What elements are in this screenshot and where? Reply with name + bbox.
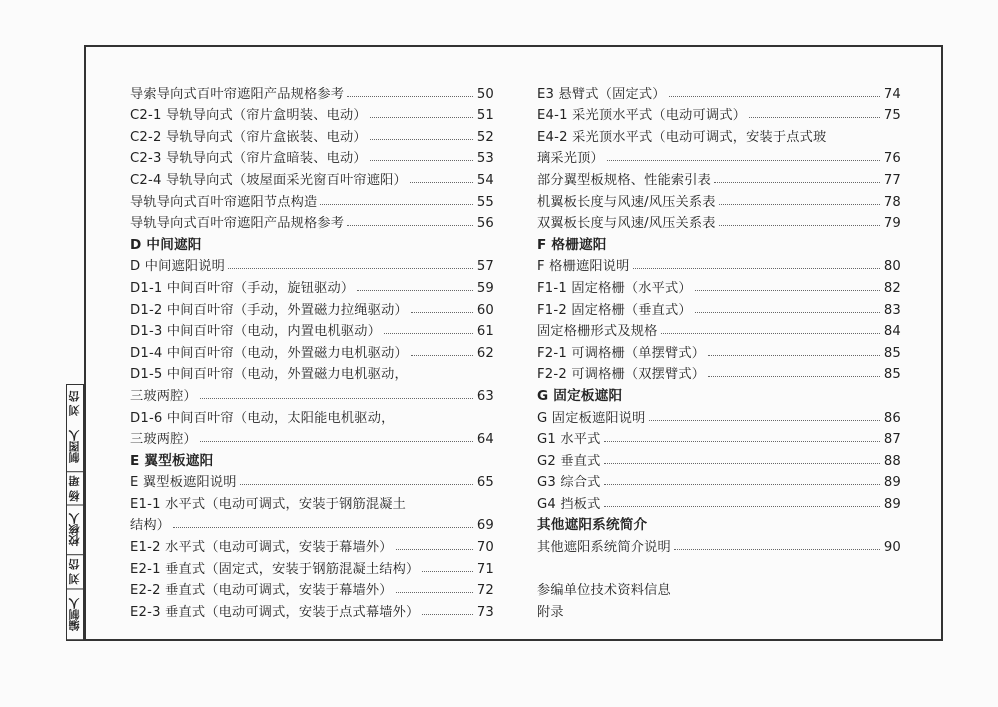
toc-entry[interactable] [537,490,901,512]
leader-dots [410,182,473,183]
toc-entry[interactable] [130,533,494,555]
toc-page-number: 76 [883,151,901,167]
leader-dots [347,225,473,226]
leader-dots [384,333,473,334]
signature-name: 杨 珺 [67,473,83,506]
leader-dots [719,225,880,226]
toc-entry-title: 导轨导向式百叶帘遮阳节点构造 [130,194,318,210]
leader-dots [200,441,473,442]
leader-dots [604,484,880,485]
toc-entry-title: 结构） [130,518,171,534]
leader-dots [661,333,881,334]
leader-dots [649,420,880,421]
toc-entry [537,123,901,145]
toc-page-number: 73 [476,604,494,620]
toc-entry-title: F2-2 可调格栅（双摆臂式） [537,367,706,383]
toc-page-number: 79 [883,216,901,232]
leader-dots [396,549,473,550]
toc-spacer [537,555,901,577]
toc-page-number: 56 [476,216,494,232]
toc-entry[interactable] [130,210,494,232]
toc-entry[interactable] [130,426,494,448]
toc-entry-title: 璃采光顶） [537,151,604,167]
toc-entry-title: 其他遮阳系统简介 [537,517,648,534]
toc-entry[interactable] [537,145,901,167]
leader-dots [719,204,880,205]
toc-entry-title: D 中间遮阳 [130,236,202,253]
toc-entry-title: 机翼板长度与风速/风压关系表 [537,194,716,210]
toc-page-number: 59 [476,280,494,296]
toc-page-number: 69 [476,518,494,534]
toc-entry[interactable] [537,361,901,383]
toc-entry-title: F 格栅遮阳说明 [537,259,630,275]
leader-dots [357,290,473,291]
leader-dots [714,182,880,183]
toc-entry[interactable] [130,166,494,188]
toc-page-number: 61 [476,324,494,340]
leader-dots [695,290,880,291]
toc-page-number: 87 [883,432,901,448]
toc-entry[interactable] [537,426,901,448]
toc-entry-title: 参编单位技术资料信息 [537,583,671,599]
toc-page-number: 71 [476,561,494,577]
toc-entry[interactable] [537,339,901,361]
leader-dots [749,117,880,118]
toc-entry [130,404,494,426]
toc-entry[interactable] [130,382,494,404]
toc-entry[interactable] [537,274,901,296]
toc-page-number: 50 [476,86,494,102]
toc-page-number: 85 [883,367,901,383]
toc-entry-title: C2-4 导轨导向式（坡屋面采光窗百叶帘遮阳） [130,172,407,188]
toc-entry-title: D1-6 中间百叶帘（电动，太阳能电机驱动， [130,410,395,426]
leader-dots [708,355,880,356]
toc-entry[interactable] [130,274,494,296]
signature-role-label: 制图人 [67,422,83,472]
leader-dots [708,376,880,377]
toc-entry[interactable] [537,80,901,102]
toc-right-column [537,80,901,620]
toc-left-column [130,80,494,620]
leader-dots [604,441,880,442]
toc-section-heading [130,231,494,253]
leader-dots [320,204,473,205]
toc-section-heading [537,512,901,534]
toc-entry[interactable] [537,102,901,124]
toc-entry-title: F2-1 可调格栅（单摆臂式） [537,345,706,361]
toc-page-number: 72 [476,583,494,599]
toc-page-number: 54 [476,172,494,188]
toc-page-number: 63 [476,388,494,404]
toc-page-number: 51 [476,108,494,124]
leader-dots [422,571,473,572]
toc-entry-title: D1-4 中间百叶帘（电动，外置磁力电机驱动） [130,345,408,361]
toc-entry[interactable] [130,102,494,124]
toc-entry-title: E1-2 水平式（电动可调式，安装于幕墙外） [130,540,393,556]
leader-dots [669,96,880,97]
toc-entry-title: 部分翼型板规格、性能索引表 [537,172,712,188]
leader-dots [411,312,473,313]
toc-page-number: 65 [476,475,494,491]
leader-dots [370,160,473,161]
toc-entry[interactable] [130,253,494,275]
toc-page-number: 77 [883,172,901,188]
toc-entry [130,361,494,383]
toc-page-number: 57 [476,259,494,275]
toc-entry [537,598,901,620]
toc-page-number: 78 [883,194,901,210]
toc-entry-title: G4 挡板式 [537,496,601,512]
toc-section-heading [537,382,901,404]
toc-entry[interactable] [130,555,494,577]
toc-entry[interactable] [537,533,901,555]
toc-page-number: 89 [883,496,901,512]
leader-dots [370,139,473,140]
toc-entry-title: 固定格栅形式及规格 [537,324,658,340]
signature-name: 刘 岱 [68,390,81,417]
toc-page-number: 89 [883,475,901,491]
leader-dots [695,312,880,313]
toc-entry[interactable] [537,253,901,275]
leader-dots [370,117,473,118]
toc-page-number: 62 [476,345,494,361]
leader-dots [604,463,880,464]
toc-page-number: 60 [476,302,494,318]
toc-entry-title: F 格栅遮阳 [537,236,607,253]
toc-entry[interactable] [130,80,494,102]
toc-entry-title: G2 垂直式 [537,453,601,469]
toc-entry-title: 导索导向式百叶帘遮阳产品规格参考 [130,86,345,102]
toc-entry-title: D1-5 中间百叶帘（电动，外置磁力电机驱动， [130,367,408,383]
toc-entry[interactable] [130,318,494,340]
toc-entry[interactable] [537,404,901,426]
toc-entry-title: G 固定板遮阳 [537,387,623,404]
toc-entry-title: 三玻两腔） [130,388,197,404]
toc-entry-title: 双翼板长度与风速/风压关系表 [537,216,716,232]
signature-role-label: 编制人 [67,590,83,640]
toc-page-number: 75 [883,108,901,124]
leader-dots [173,527,473,528]
toc-entry-title: E1-1 水平式（电动可调式，安装于钢筋混凝土 [130,496,407,512]
toc-page-number: 64 [476,432,494,448]
toc-entry[interactable] [537,469,901,491]
leader-dots [607,160,880,161]
leader-dots [633,268,880,269]
toc-entry-title: G 固定板遮阳说明 [537,410,646,426]
toc-page-number: 90 [883,540,901,556]
toc-entry-title: E3 悬臂式（固定式） [537,86,666,102]
toc-entry-title: D1-3 中间百叶帘（电动，内置电机驱动） [130,324,382,340]
toc-entry-title: D1-2 中间百叶帘（手动，外置磁力拉绳驱动） [130,302,408,318]
toc-entry[interactable] [130,123,494,145]
toc-entry[interactable] [130,598,494,620]
toc-entry[interactable] [537,188,901,210]
toc-entry-title: 附录 [537,604,564,620]
toc-entry[interactable] [130,188,494,210]
leader-dots [200,398,473,399]
toc-entry[interactable] [130,296,494,318]
toc-entry[interactable] [130,469,494,491]
toc-entry-title: E2-1 垂直式（固定式，安装于钢筋混凝土结构） [130,561,420,577]
toc-page-number: 85 [883,345,901,361]
toc-entry[interactable] [130,512,494,534]
toc-page-number: 74 [883,86,901,102]
leader-dots [411,355,473,356]
toc-entry-title: 三玻两腔） [130,432,197,448]
toc-entry-title: E2-2 垂直式（电动可调式，安装于幕墙外） [130,583,393,599]
leader-dots [604,506,880,507]
toc-entry[interactable] [537,318,901,340]
leader-dots [240,484,473,485]
toc-entry-title: F1-2 固定格栅（垂直式） [537,302,692,318]
toc-page-number: 84 [883,324,901,340]
toc-entry-title: G1 水平式 [537,432,601,448]
toc-entry-title: C2-2 导轨导向式（帘片盒嵌装、电动） [130,129,367,145]
signature-name: 刘 岱 [67,555,83,589]
toc-entry-title: E 翼型板遮阳说明 [130,475,237,491]
toc-entry[interactable] [130,145,494,167]
toc-entry-title: G3 综合式 [537,475,601,491]
toc-entry[interactable] [537,296,901,318]
toc-entry [130,490,494,512]
leader-dots [228,268,473,269]
toc-section-heading [130,447,494,469]
toc-entry-title: C2-1 导轨导向式（帘片盒明装、电动） [130,108,367,124]
toc-entry-title: E4-2 采光顶水平式（电动可调式，安装于点式玻 [537,129,827,145]
leader-dots [422,614,473,615]
leader-dots [674,549,880,550]
leader-dots [347,96,473,97]
toc-entry-title: D1-1 中间百叶帘（手动，旋钮驱动） [130,280,355,296]
toc-entry-title: E4-1 采光顶水平式（电动可调式） [537,108,747,124]
signature-role-label: 校核人 [67,505,83,555]
toc-entry[interactable] [537,210,901,232]
toc-page-number: 52 [476,129,494,145]
toc-entry[interactable] [537,166,901,188]
toc-page-number: 70 [476,540,494,556]
leader-dots [396,592,473,593]
toc-entry[interactable] [130,339,494,361]
toc-section-heading [537,231,901,253]
toc-entry[interactable] [130,577,494,599]
toc-entry-title: E 翼型板遮阳 [130,452,214,469]
toc-entry-title: 其他遮阳系统简介说明 [537,540,671,556]
toc-entry-title: D 中间遮阳说明 [130,259,226,275]
toc-page-number: 88 [883,453,901,469]
toc-page-number: 80 [883,259,901,275]
toc-entry-title: E2-3 垂直式（电动可调式，安装于点式幕墙外） [130,604,420,620]
toc-page-number: 83 [883,302,901,318]
toc-entry-title: 导轨导向式百叶帘遮阳产品规格参考 [130,216,345,232]
toc-page-number: 86 [883,410,901,426]
toc-entry-title: C2-3 导轨导向式（帘片盒暗装、电动） [130,151,367,167]
toc-entry[interactable] [537,447,901,469]
signature-block [66,384,84,641]
toc-entry [537,577,901,599]
toc-page-number: 55 [476,194,494,210]
toc-page-number: 82 [883,280,901,296]
toc-entry-title: F1-1 固定格栅（水平式） [537,280,692,296]
toc-page-number: 53 [476,151,494,167]
